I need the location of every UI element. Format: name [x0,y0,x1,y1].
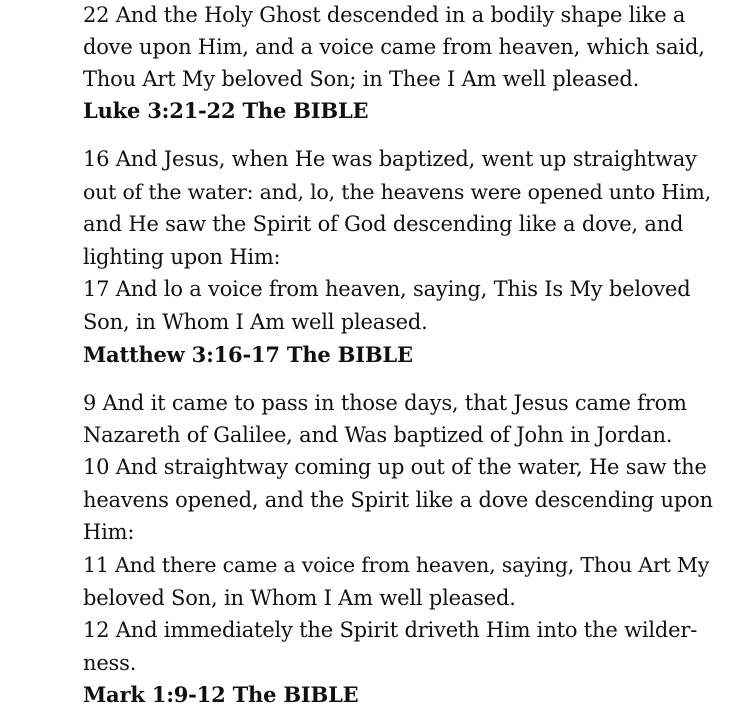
verse-line: ness. [83,651,137,675]
verse-line: lighting upon Him: [83,245,281,269]
verse-line: dove upon Him, and a voice came from heaven, which said, [83,35,705,59]
verse-line: heavens opened, and the Spirit like a dove descending upon [83,488,713,512]
verse-line: Thou Art My beloved Son; in Thee I Am well pleased. [83,67,640,91]
verse-line: 12 And immediately the Spirit driveth Him into the wilder- [83,618,698,642]
passage-reference: Mark 1:9-12 The BIBLE [83,682,359,707]
verse-line: Son, in Whom I Am well pleased. [83,310,428,334]
verse-line: 11 And there came a voice from heaven, saying, Thou Art My [83,553,710,577]
verse-line: 10 And straightway coming up out of the water, He saw the [83,455,707,479]
verse-line: 22 And the Holy Ghost descended in a bodily shape like a [83,3,686,27]
verse-line: Him: [83,520,135,544]
verse-line: and He saw the Spirit of God descending like a dove, and [83,212,684,236]
verse-line: beloved Son, in Whom I Am well pleased. [83,586,516,610]
verse-line: 17 And lo a voice from heaven, saying, This Is My beloved [83,277,691,301]
verse-line: Nazareth of Galilee, and Was baptized of John in Jordan. [83,423,673,447]
verse-line: out of the water: and, lo, the heavens were opened unto Him, [83,180,711,204]
verse-line: 9 And it came to pass in those days, that Jesus came from [83,391,687,415]
passage-reference: Luke 3:21-22 The BIBLE [83,98,369,123]
verse-line: 16 And Jesus, when He was baptized, went up straightway [83,147,697,171]
passage-reference: Matthew 3:16-17 The BIBLE [83,342,413,367]
